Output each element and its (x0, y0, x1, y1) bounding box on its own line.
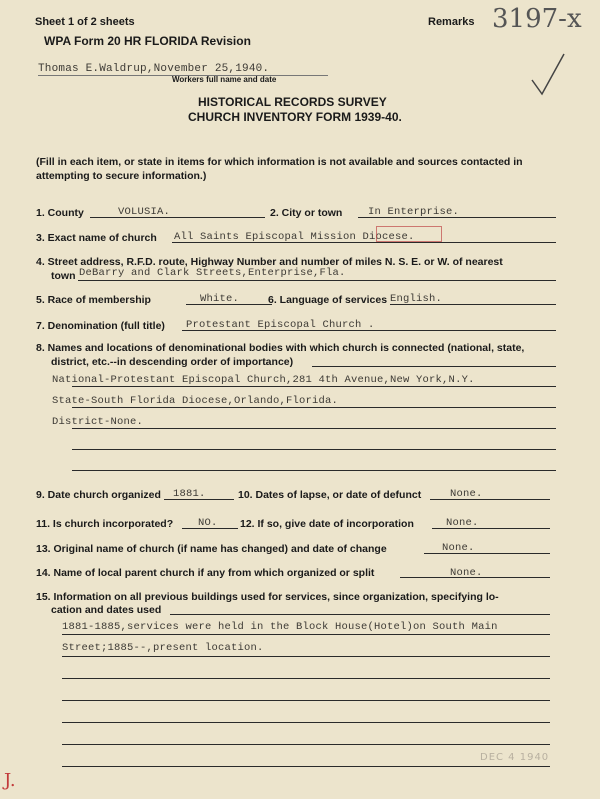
q5-label: 5. Race of membership (36, 294, 151, 306)
q15-line-2: Street;1885--,present location. (62, 642, 264, 654)
q15-label: 15. Information on all previous buildings used for services, since organization, specifying lo- (36, 591, 499, 603)
q8-label-cont: district, etc.--in descending order of importance) (51, 356, 294, 368)
q2-value: In Enterprise. (368, 206, 460, 218)
q12-value: None. (446, 517, 479, 529)
q3-label: 3. Exact name of church (36, 232, 157, 244)
red-box-mark (376, 226, 442, 242)
survey-title: HISTORICAL RECORDS SURVEY (198, 95, 387, 109)
q11-value: NO. (198, 517, 218, 529)
q9-value: 1881. (173, 488, 206, 500)
q7-value: Protestant Episcopal Church . (186, 319, 375, 331)
sheet-count: Sheet 1 of 2 sheets (35, 16, 135, 28)
q8-label: 8. Names and locations of denominational bodies with which church is connected (national, state, (36, 342, 525, 354)
q8-line-2: State-South Florida Diocese,Orlando,Florida. (52, 395, 339, 407)
q5-value: White. (200, 293, 240, 305)
q4-value: DeBarry and Clark Streets,Enterprise,Fla. (79, 267, 346, 279)
q9-label: 9. Date church organized (36, 489, 161, 501)
red-corner-mark: J. (4, 770, 16, 791)
q15-label-cont: cation and dates used (51, 604, 162, 616)
q1-value: VOLUSIA. (118, 206, 171, 218)
q1-label: 1. County (36, 207, 84, 219)
q14-value: None. (450, 567, 483, 579)
q14-label: 14. Name of local parent church if any from which organized or split (36, 567, 375, 579)
q13-label: 13. Original name of church (if name has changed) and date of change (36, 543, 387, 555)
q13-value: None. (442, 542, 475, 554)
q8-line-3: District-None. (52, 416, 144, 428)
q6-label: 6. Language of services (268, 294, 388, 306)
q10-value: None. (450, 488, 483, 500)
worker-name-date: Thomas E.Waldrup,November 25,1940. (38, 63, 270, 75)
handwritten-number: 3197-x (492, 4, 582, 34)
q7-label: 7. Denomination (full title) (36, 320, 165, 332)
instructions: (Fill in each item, or state in items for which information is not available and sources contacted in attempting to secure information.) (36, 156, 523, 182)
worker-caption: Workers full name and date (172, 75, 277, 84)
q10-label: 10. Dates of lapse, or date of defunct (238, 489, 422, 501)
q4-label: 4. Street address, R.F.D. route, Highway Number and number of miles N. S. E. or W. of nearest (36, 256, 503, 268)
q2-label: 2. City or town (270, 207, 343, 219)
q11-label: 11. Is church incorporated? (36, 518, 174, 530)
received-stamp: DEC 4 1940 (480, 752, 550, 763)
form-title: CHURCH INVENTORY FORM 1939-40. (188, 110, 402, 124)
q15-line-1: 1881-1885,services were held in the Block House(Hotel)on South Main (62, 621, 498, 633)
q8-line-1: National-Protestant Episcopal Church,281 4th Avenue,New York,N.Y. (52, 374, 475, 386)
q4-label-town: town (51, 270, 76, 282)
remarks-heading: Remarks (428, 16, 475, 28)
q3-value: All Saints Episcopal Mission Diocese. (174, 231, 415, 243)
q12-label: 12. If so, give date of incorporation (240, 518, 414, 530)
check-mark-icon (528, 50, 568, 100)
form-id: WPA Form 20 HR FLORIDA Revision (44, 34, 251, 48)
q6-value: English. (390, 293, 443, 305)
